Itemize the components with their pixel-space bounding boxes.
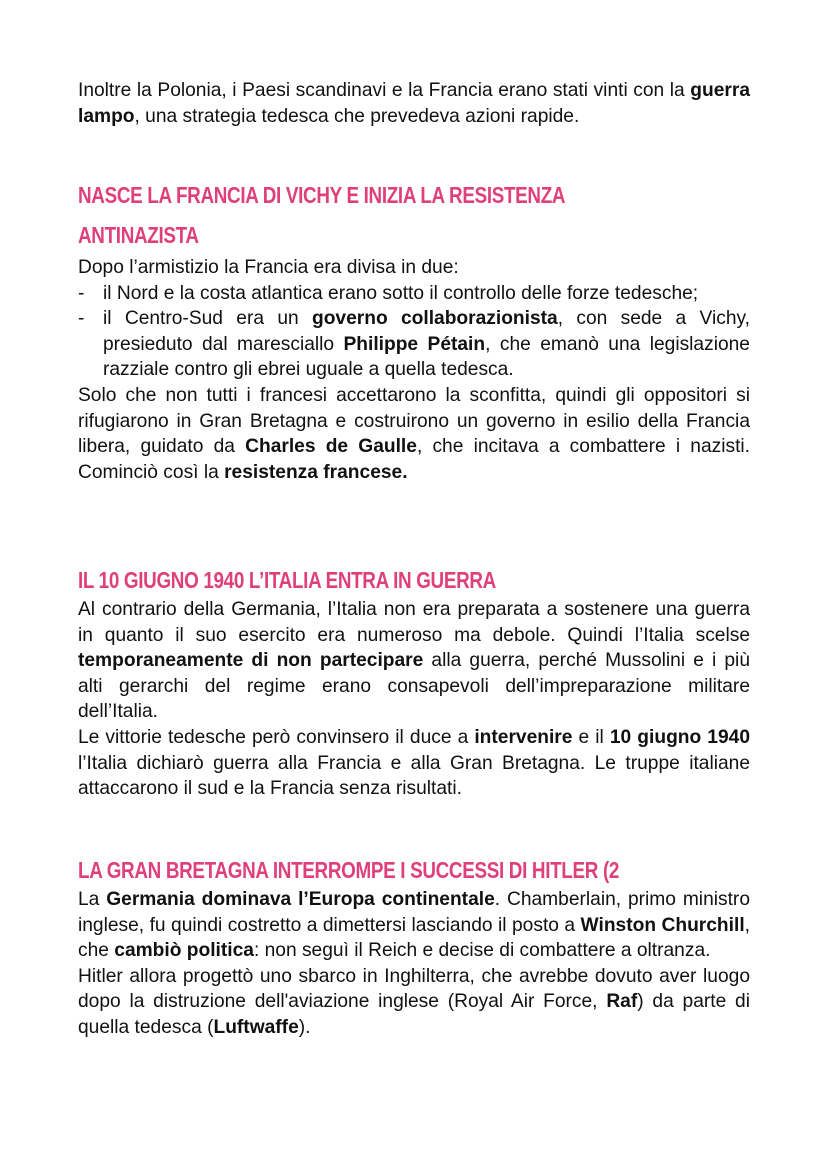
heading-line-1: NASCE LA FRANCIA DI VICHY E INIZIA LA RESISTENZA xyxy=(78,182,566,208)
paragraph-text: , che incitava a combattere i nazisti. Cominciò così la xyxy=(78,436,751,483)
section-vichy-body xyxy=(78,255,750,485)
paragraph-text: Al contrario della Germania, l’Italia non era preparata a sostenere una guerra in quanto il suo esercito era numeroso ma debole. Quindi l’Italia scelse xyxy=(78,599,750,646)
list-item xyxy=(78,306,750,383)
bold-term: Winston Churchill xyxy=(580,914,745,936)
section-gran-bretagna-body xyxy=(78,887,750,1041)
section-paragraph xyxy=(78,597,750,725)
paragraph-text: ). xyxy=(298,1016,311,1038)
section-italia-body xyxy=(78,597,750,802)
list-item-text: il Nord e la costa atlantica erano sotto il controllo delle forze tedesche; xyxy=(103,282,699,304)
paragraph-text: . Chamberlain, primo ministro inglese, fu quindi costretto a dimettersi lasciando il posto a xyxy=(78,889,750,936)
section-paragraph xyxy=(78,964,750,1041)
section-heading-gran-bretagna xyxy=(78,850,660,890)
section-paragraph xyxy=(78,383,750,485)
section-paragraph xyxy=(78,887,750,964)
heading-line: LA GRAN BRETAGNA INTERROMPE I SUCCESSI DI HITLER (2 xyxy=(78,857,620,883)
list-item xyxy=(78,281,750,307)
paragraph-text: , che xyxy=(78,914,750,962)
bold-term: governo collaborazionista xyxy=(311,308,558,330)
paragraph-text: l’Italia dichiarò guerra alla Francia e alla Gran Bretagna. Le truppe italiane attaccarono il sud e la Francia senza risultati. xyxy=(78,752,750,800)
bold-term: cambiò politica xyxy=(114,940,254,962)
bold-term: Raf xyxy=(606,991,638,1013)
list-item-text: , che emanò una legislazione razziale contro gli ebrei uguale a quella tedesca. xyxy=(103,333,750,381)
list-item-text: , con sede a Vichy, presieduto dal maresciallo xyxy=(103,308,750,355)
heading-line-2: ANTINAZISTA xyxy=(78,222,199,248)
paragraph-text: La xyxy=(78,889,107,910)
bold-term: Philippe Pétain xyxy=(343,333,486,355)
paragraph-text: : non seguì il Reich e decise di combattere a oltranza. xyxy=(253,940,711,962)
bold-term: Charles de Gaulle xyxy=(245,436,417,458)
bold-term: resistenza francese. xyxy=(224,461,408,483)
dash-bullet: - xyxy=(78,308,85,330)
intro-paragraph xyxy=(78,78,750,129)
bold-term: 10 giugno 1940 xyxy=(609,726,750,748)
intro-text: Inoltre la Polonia, i Paesi scandinavi e la Francia erano stati vinti con la xyxy=(78,80,691,101)
section-heading-italia xyxy=(78,560,660,600)
bold-term: Germania dominava l’Europa continentale xyxy=(106,889,495,910)
bold-term: intervenire xyxy=(474,726,573,748)
paragraph-text: ) da parte di quella tedesca ( xyxy=(78,991,750,1038)
section-lead: Dopo l’armistizio la Francia era divisa in due: xyxy=(78,257,459,278)
paragraph-text: e il xyxy=(572,726,610,748)
paragraph-text: alla guerra, perché Mussolini e i più alti gerarchi del regime erano consapevoli dell’impreparazione militare dell’Italia. xyxy=(78,650,750,723)
heading-line: IL 10 GIUGNO 1940 L’ITALIA ENTRA IN GUERRA xyxy=(78,567,496,593)
bold-term: temporaneamente di non partecipare xyxy=(78,650,424,672)
paragraph-text: Hitler allora progettò uno sbarco in Inghilterra, che avrebbe dovuto aver luogo dopo la distruzione dell'aviazione inglese (Royal Air Force, xyxy=(78,965,750,1013)
dash-bullet: - xyxy=(78,282,85,304)
paragraph-text: Solo che non tutti i francesi accettarono la sconfitta, quindi gli oppositori si rifugiarono in Gran Bretagna e costruirono un governo in esilio della Francia libera, guidato da xyxy=(78,384,750,458)
section-paragraph xyxy=(78,725,750,802)
bold-term: Luftwaffe xyxy=(213,1016,299,1038)
list-item-text: il Centro-Sud era un xyxy=(103,308,312,330)
bold-term-guerra-lampo: guerra lampo xyxy=(78,80,750,127)
paragraph-text: Le vittorie tedesche però convinsero il duce a xyxy=(78,726,475,748)
intro-text-end: , una strategia tedesca che prevedeva azioni rapide. xyxy=(134,105,580,127)
dash-list xyxy=(78,281,750,383)
section-heading-vichy xyxy=(78,175,660,255)
